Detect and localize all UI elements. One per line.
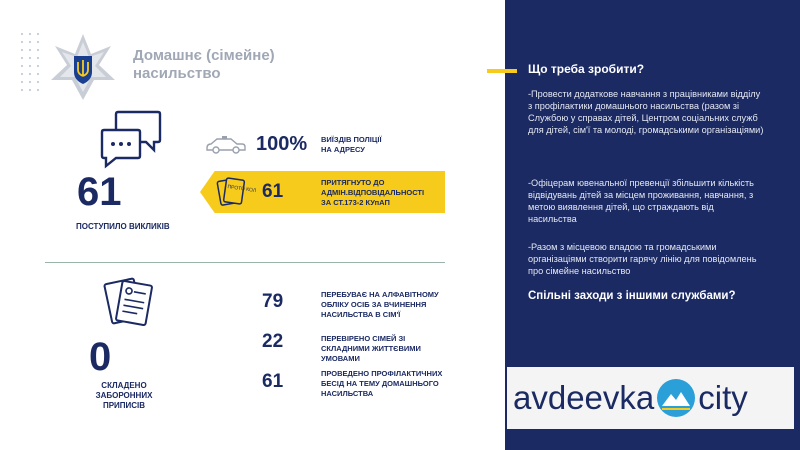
stat-value: 61 <box>262 371 284 392</box>
watermark-text-2: city <box>698 379 748 416</box>
stat-label-line: ПРОВЕДЕНО ПРОФІЛАКТИЧНИХ <box>321 369 443 378</box>
stat-label-line: УМОВАМИ <box>321 354 360 363</box>
admin-liability-count: 61 <box>262 181 284 202</box>
admin-label-line-2: АДМІН.ВІДПОВІДАЛЬНОСТІ <box>321 188 425 197</box>
restraining-orders-count: 0 <box>89 335 112 379</box>
stat-label <box>321 369 461 399</box>
police-label-line-1: ВИЇЗДІВ ПОЛІЦІЇ <box>321 135 382 144</box>
police-visits-percent: 100% <box>256 133 308 155</box>
police-visits-label <box>321 135 382 155</box>
todo-paragraph-1: -Провести додаткове навчання з працівниками відділу з профілактики домашнього насильства (разом зі Службою у справах дітей, Центром соціальних служб для дітей, сім'ї та молоді, громадськими організаціями) <box>528 89 764 135</box>
orders-label-line-1: СКЛАДЕНО <box>101 381 147 390</box>
stat-value: 79 <box>262 291 284 312</box>
dot-pattern <box>18 30 42 94</box>
title-line-2: насильство <box>133 65 221 82</box>
orders-label-line-2: ЗАБОРОННИХ ПРИПИСІВ <box>95 391 153 410</box>
stat-value: 22 <box>262 331 284 352</box>
stat-label-line: ОБЛІКУ ОСІБ ЗА ВЧИНЕННЯ <box>321 300 427 309</box>
todo-paragraph-2: -Офіцерам ювенальної превенції збільшити кількість відвідувань дітей за місцем проживання, навчання, з метою виявлення дітей, що страждають від насильства <box>528 178 754 224</box>
stat-label <box>321 334 461 364</box>
stat-label-line: СКЛАДНИМИ ЖИТТЄВИМИ <box>321 344 421 353</box>
stat-label-line: ПЕРЕВІРЕНО СІМЕЙ ЗІ <box>321 334 406 343</box>
accent-bar <box>487 69 517 73</box>
calls-count: 61 <box>77 170 122 214</box>
calls-label: ПОСТУПИЛО ВИКЛИКІВ <box>76 222 170 231</box>
police-label-line-2: НА АДРЕСУ <box>321 145 365 154</box>
page-title <box>133 47 275 83</box>
admin-liability-label <box>321 178 424 208</box>
stat-label-line: НАСИЛЬСТВА В СІМ'Ї <box>321 310 401 319</box>
stat-label-line: ПЕРЕБУВАЄ НА АЛФАВІТНОМУ <box>321 290 439 299</box>
mountain-circle-icon <box>656 378 696 418</box>
police-star-emblem-icon <box>48 32 118 102</box>
section-divider <box>45 262 445 263</box>
watermark-logo <box>507 367 794 429</box>
protocol-icon-text: ПРОТО КОЛ <box>227 184 257 195</box>
restraining-orders-label <box>76 381 172 411</box>
todo-paragraph-3: -Разом з місцевою владою та громадськими організаціями створити гарячу лінію для повідомлень про сімейне насильство <box>528 242 757 276</box>
stat-label-line: БЕСІД НА ТЕМУ ДОМАШНЬОГО <box>321 379 439 388</box>
chat-bubbles-icon <box>100 110 162 168</box>
protocol-document-icon <box>216 176 257 208</box>
stat-label-line: НАСИЛЬСТВА <box>321 389 374 398</box>
todo-heading: Що треба зробити? <box>528 62 645 76</box>
documents-list-icon <box>105 275 155 329</box>
police-car-icon <box>205 136 247 154</box>
admin-label-line-1: ПРИТЯГНУТО ДО <box>321 178 385 187</box>
joint-measures-heading: Спільні заходи з іншими службами? <box>528 290 736 302</box>
admin-label-line-3: ЗА СТ.173-2 КУпАП <box>321 198 390 207</box>
title-line-1: Домашнє (сімейне) <box>133 47 275 64</box>
stat-label <box>321 290 461 320</box>
watermark-text-1: avdeevka <box>513 379 655 416</box>
